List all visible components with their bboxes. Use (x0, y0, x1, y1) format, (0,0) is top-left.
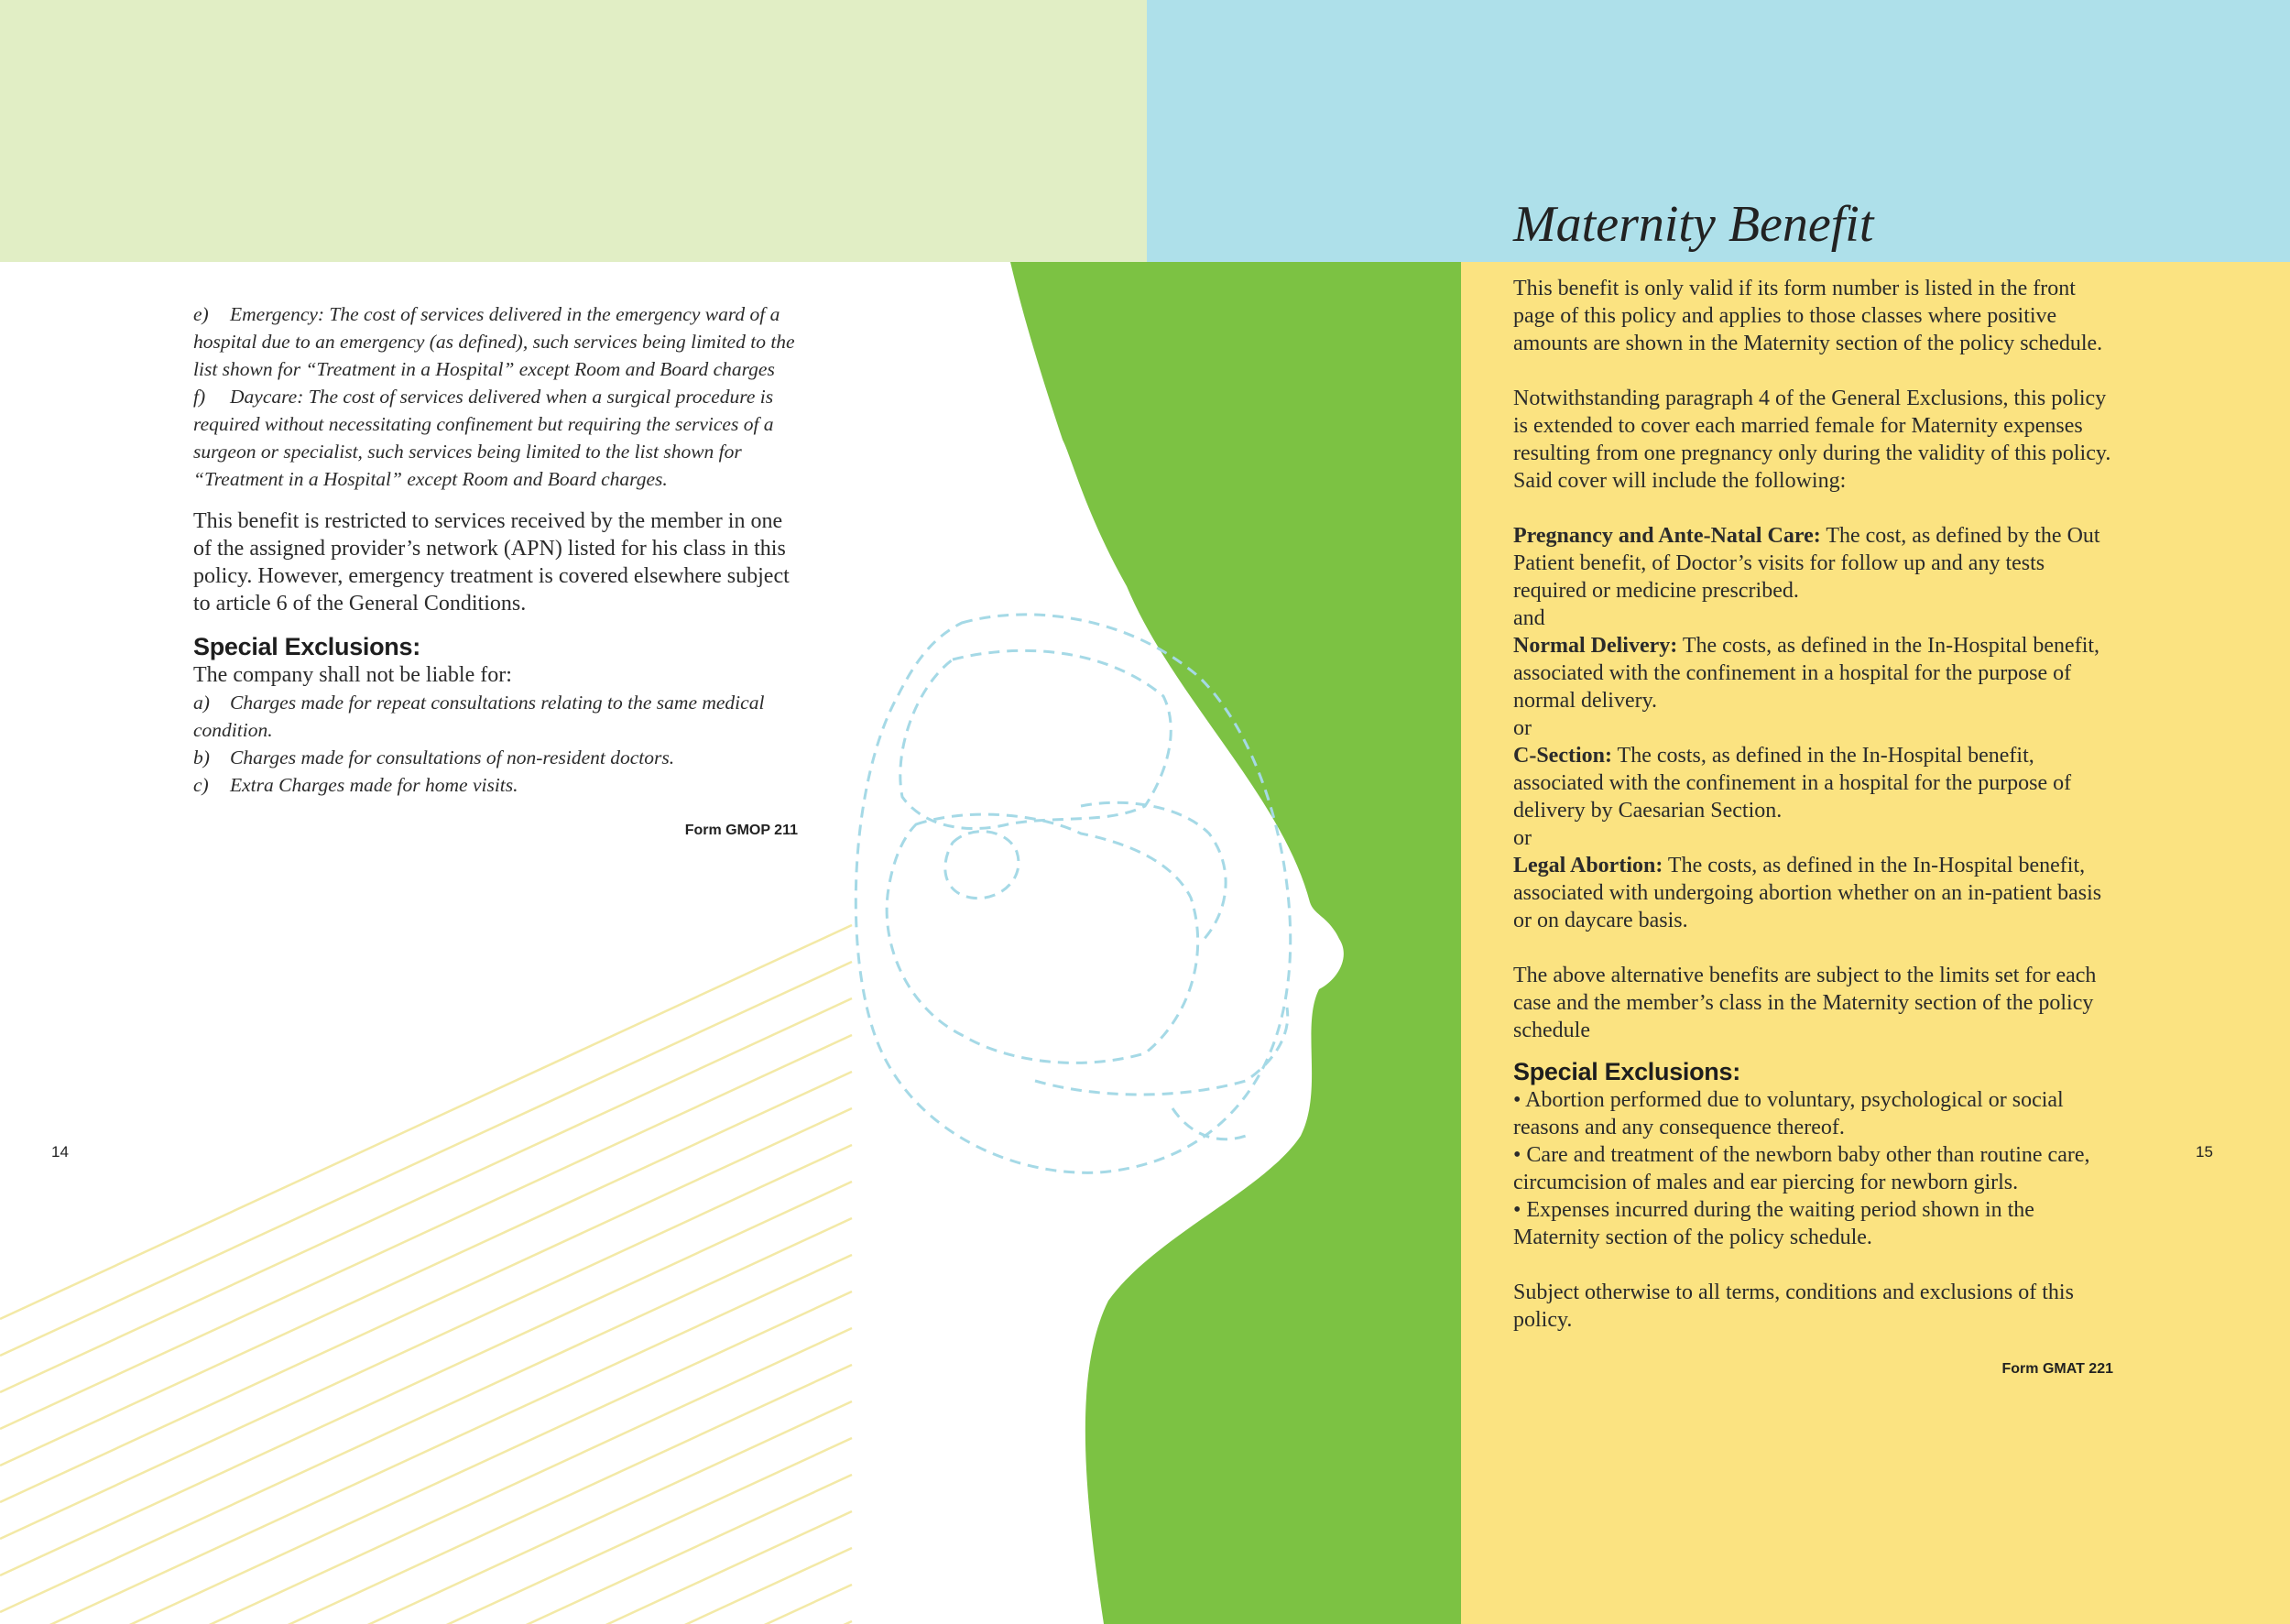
exclusion-bullet-3: • Expenses incurred during the waiting period shown in the Maternity section of the policy schedule. (1513, 1198, 2034, 1249)
exclusion-bullet-1: • Abortion performed due to voluntary, psychological or social reasons and any consequence thereof. (1513, 1088, 2064, 1139)
page-title: Maternity Benefit (1513, 196, 1874, 253)
exclusions-intro: The company shall not be liable for: (193, 663, 512, 687)
benefit-item-f: f) Daycare: The cost of services delivered when a surgical procedure is required without necessitating confinement but requiring the services of a surgeon or specialist, such services being limited to the list shown for “Treatment in a Hospital” except Room and Board charges. (193, 386, 774, 490)
green-silhouette (1010, 262, 1461, 1624)
closing-paragraph: Subject otherwise to all terms, conditions and exclusions of this policy. (1513, 1281, 2074, 1332)
special-exclusions-heading-left: Special Exclusions: (193, 633, 420, 660)
exclusion-bullet-2: • Care and treatment of the newborn baby other than routine care, circumcision of males and ear piercing for newborn girls. (1513, 1143, 2090, 1194)
cover-c-section: C-Section: The costs, as defined in the In-Hospital benefit, associated with the confinement in a hospital for the purpose of delivery by Caesarian Section. (1513, 744, 2072, 823)
limits-paragraph: The above alternative benefits are subject to the limits set for each case and the member’s class in the Maternity section of the policy schedule (1513, 964, 2097, 1042)
connector-or-2: or (1513, 826, 1532, 850)
special-exclusions-heading-right: Special Exclusions: (1513, 1058, 1740, 1085)
exclusion-item-c: c) Extra Charges made for home visits. (193, 774, 518, 796)
form-number-left: Form GMOP 211 (684, 823, 798, 838)
intro-paragraph: This benefit is only valid if its form number is listed in the front page of this policy and applies to those classes where positive amounts are shown in the Maternity section of the policy schedule. (1513, 277, 2103, 355)
notwithstanding-paragraph: Notwithstanding paragraph 4 of the General Exclusions, this policy is extended to cover each married female for Maternity expenses resulting from one pregnancy only during the validity of this policy. Said cover will include the following: (1513, 387, 2111, 493)
exclusion-item-a: a) Charges made for repeat consultations relating to the same medical condition. (193, 692, 765, 741)
exclusion-item-b: b) Charges made for consultations of non-resident doctors. (193, 747, 675, 768)
connector-and: and (1513, 606, 1545, 630)
connector-or-1: or (1513, 716, 1532, 740)
apn-paragraph: This benefit is restricted to services received by the member in one of the assigned provider’s network (APN) listed for his class in this policy. However, emergency treatment is covered elsewhere subject to article 6 of the General Conditions. (193, 509, 790, 616)
cover-pregnancy: Pregnancy and Ante-Natal Care: The cost, as defined by the Out Patient benefit, of Doctor’s visits for follow up and any tests required or medicine prescribed. (1513, 524, 2100, 603)
benefit-item-e: e) Emergency: The cost of services delivered in the emergency ward of a hospital due to an emergency (as defined), such services being limited to the list shown for “Treatment in a Hospital” except Room and Board charges (193, 303, 795, 380)
cover-legal-abortion: Legal Abortion: The costs, as defined in the In-Hospital benefit, associated with undergoing abortion whether on an in-patient basis or on daycare basis. (1513, 854, 2102, 932)
right-page-content (1513, 275, 2113, 1378)
cover-normal-delivery: Normal Delivery: The costs, as defined in the In-Hospital benefit, associated with the confinement in a hospital for the purpose of normal delivery. (1513, 634, 2100, 713)
page-number-left: 14 (51, 1143, 69, 1161)
form-number-right: Form GMAT 221 (2001, 1361, 2113, 1377)
left-page-content (193, 300, 798, 839)
page-number-right: 15 (2196, 1143, 2213, 1161)
diagonal-stripes (0, 925, 852, 1624)
